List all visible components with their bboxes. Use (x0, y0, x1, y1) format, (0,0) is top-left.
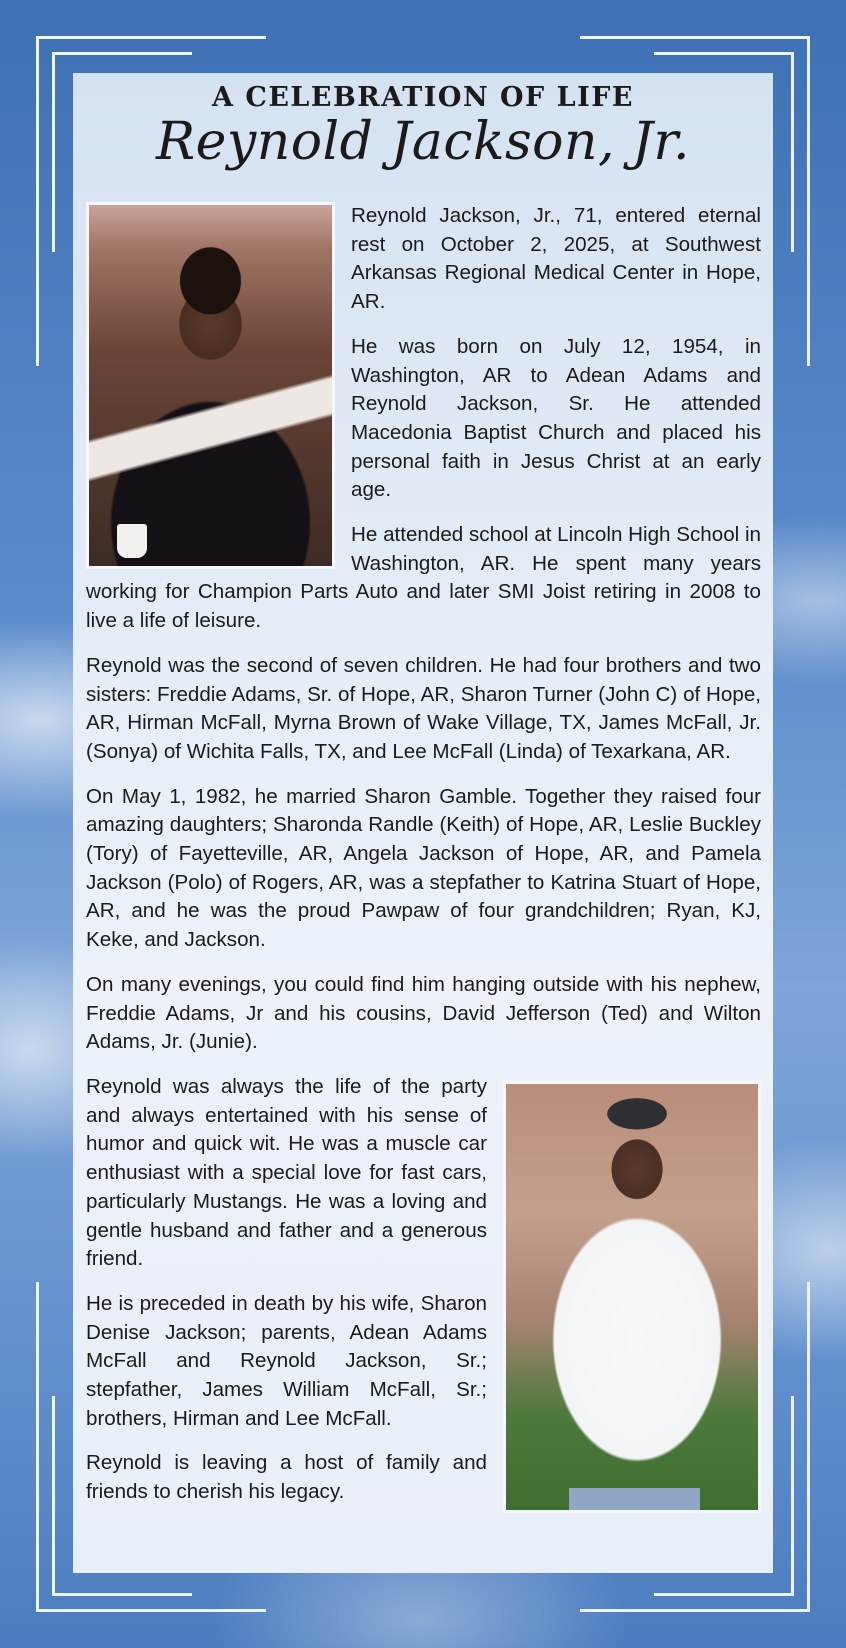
young-portrait-photo (86, 202, 335, 569)
deceased-name: Reynold Jackson, Jr. (155, 112, 691, 172)
paragraph-marriage: On May 1, 1982, he married Sharon Gamble. Together they raised four amazing daughters; Sharonda Randle (Keith) of Hope, AR, Leslie Buckley (Tory) of Fayetteville, AR, Angela Jackson of Hope, AR, and Pamela Jackson (Polo) of Rogers, AR, was a stepfather to Katrina Stuart of Hope, AR, and he was the proud Pawpaw of four grandchildren; Ryan, KJ, Keke, and Jackson. (86, 784, 761, 952)
paragraph-evenings: On many evenings, you could find him hanging outside with his nephew, Freddie Adams, Jr and his cousins, David Jefferson (Ted) and Wilton Adams, Jr. (Junie). (86, 972, 761, 1054)
frame-inner-bottom-right (654, 1593, 794, 1596)
frame-bottom-right (580, 1609, 810, 1612)
paragraph-legacy: Reynold is leaving a host of family and friends to cherish his legacy. (86, 1451, 487, 1504)
paragraph-siblings: Reynold was the second of seven children. He had four brothers and two sisters: Freddie Adams, Sr. of Hope, AR, Sharon Turner (John C) of Hope, AR, Hirman McFall, Myrna Brown of Wake Village, TX, James McFall, Jr. (Sonya) of Wichita Falls, TX, and Lee McFall (Linda) of Texarkana, AR. (86, 653, 761, 763)
paragraph-preceded: He is preceded in death by his wife, Sharon Denise Jackson; parents, Adean Adams McFall and Reynold Jackson, Sr.; stepfather, James William McFall, Sr.; brothers, Hirman and Lee McFall. (86, 1291, 487, 1430)
paragraph-education-career: He attended school at Lincoln High School in Washington, AR. He spent many years working for Champion Parts Auto and later SMI Joist retiring in 2008 to live a life of leisure. (86, 523, 761, 633)
frame-inner-right-bottom (791, 1396, 794, 1596)
older-portrait-photo (503, 1081, 761, 1513)
frame-left-bottom (36, 1282, 39, 1612)
celebration-heading: A CELEBRATION OF LIFE (212, 82, 634, 113)
frame-inner-top-right (654, 52, 794, 55)
frame-inner-top-left (52, 52, 192, 55)
frame-top-right (580, 36, 810, 39)
paragraph-death-notice: Reynold Jackson, Jr., 71, entered eternal rest on October 2, 2025, at Southwest Arkansas Regional Medical Center in Hope, AR. (351, 204, 761, 314)
frame-right-bottom (807, 1282, 810, 1612)
frame-top-left (36, 36, 266, 39)
paragraph-personality: Reynold was always the life of the party and always entertained with his sense of humor and quick wit. He was a muscle car enthusiast with a special love for fast cars, particularly Mustangs. He was a loving and gentle husband and father and a generous friend. (86, 1074, 487, 1271)
paragraph-birth: He was born on July 12, 1954, in Washington, AR to Adean Adams and Reynold Jackson, Sr. He attended Macedonia Baptist Church and placed his personal faith in Jesus Christ at an early age. (351, 334, 761, 502)
frame-inner-bottom-left (52, 1593, 192, 1596)
frame-bottom-left (36, 1609, 266, 1612)
frame-inner-left-bottom (52, 1396, 55, 1596)
obituary-text (86, 202, 761, 1523)
